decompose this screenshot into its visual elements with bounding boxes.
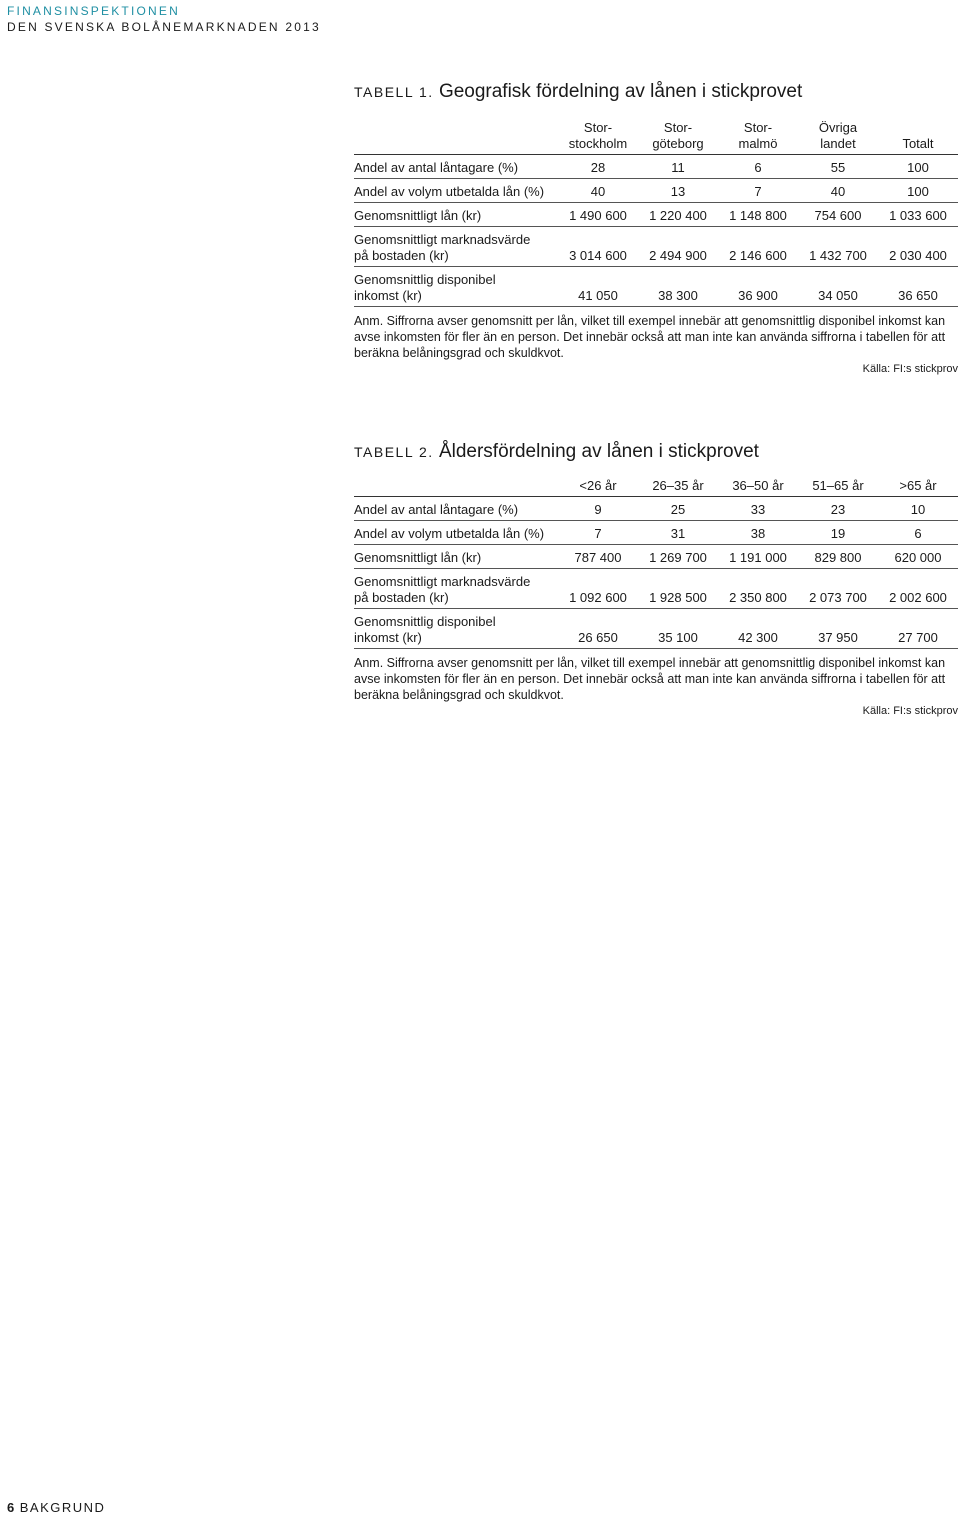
- page-header: [7, 4, 321, 34]
- header-blank: [354, 120, 558, 155]
- table-cell: 13: [638, 179, 718, 203]
- table-cell: 36 900: [718, 267, 798, 307]
- table-cell: 1 033 600: [878, 203, 958, 227]
- table-cell: 100: [878, 179, 958, 203]
- table-row: [354, 545, 958, 569]
- table-row: [354, 521, 958, 545]
- table-1: [354, 80, 958, 375]
- table-2-header-row: [354, 478, 958, 497]
- table-cell: 55: [798, 155, 878, 179]
- column-header: [638, 478, 718, 497]
- column-header-line: göteborg: [652, 136, 704, 151]
- table-cell: 9: [558, 497, 638, 521]
- table-1-heading: Geografisk fördelning av lånen i stickprovet: [438, 81, 803, 102]
- table-1-title: [354, 80, 958, 104]
- header-blank: [354, 478, 558, 497]
- row-label: [354, 267, 558, 307]
- table-2-body: [354, 497, 958, 649]
- table-2: [354, 440, 958, 717]
- table-cell: 2 002 600: [878, 569, 958, 609]
- row-label-line: Genomsnittligt lån (kr): [354, 208, 482, 223]
- column-header-line: 36–50 år: [732, 478, 784, 493]
- section-name: BAKGRUND: [19, 1500, 106, 1515]
- publication-title: DEN SVENSKA BOLÅNEMARKNADEN 2013: [7, 20, 321, 34]
- row-label: [354, 569, 558, 609]
- column-header-line: Stor-: [583, 120, 613, 135]
- table-cell: 19: [798, 521, 878, 545]
- table-cell: 7: [718, 179, 798, 203]
- table-cell: 38 300: [638, 267, 718, 307]
- table-cell: 40: [798, 179, 878, 203]
- table-cell: 10: [878, 497, 958, 521]
- row-label: [354, 545, 558, 569]
- column-header-line: 51–65 år: [812, 478, 864, 493]
- table-cell: 6: [718, 155, 798, 179]
- table-cell: 2 146 600: [718, 227, 798, 267]
- table-cell: 787 400: [558, 545, 638, 569]
- table-cell: 38: [718, 521, 798, 545]
- table-cell: 3 014 600: [558, 227, 638, 267]
- table-2-title: [354, 440, 958, 464]
- row-label: [354, 497, 558, 521]
- row-label-line: Genomsnittlig disponibel: [354, 272, 496, 287]
- page-footer: [7, 1500, 105, 1515]
- table-1-source: Källa: FI:s stickprov: [862, 363, 958, 375]
- table-cell: 25: [638, 497, 718, 521]
- column-header: [798, 120, 878, 155]
- column-header-line: Stor-: [743, 120, 773, 135]
- table-cell: 1 928 500: [638, 569, 718, 609]
- row-label-line: Genomsnittligt marknadsvärde: [354, 232, 531, 247]
- table-cell: 31: [638, 521, 718, 545]
- table-1-grid: [354, 120, 958, 307]
- row-label-line: Andel av volym utbetalda lån (%): [354, 526, 545, 541]
- table-row: [354, 227, 958, 267]
- row-label-line: Genomsnittligt marknadsvärde: [354, 574, 531, 589]
- column-header: [878, 120, 958, 155]
- row-label: [354, 521, 558, 545]
- table-cell: 33: [718, 497, 798, 521]
- table-cell: 2 350 800: [718, 569, 798, 609]
- table-cell: 1 269 700: [638, 545, 718, 569]
- table-row: [354, 267, 958, 307]
- column-header-line: 26–35 år: [652, 478, 704, 493]
- table-2-source: Källa: FI:s stickprov: [862, 705, 958, 717]
- row-label: [354, 179, 558, 203]
- row-label-line: Andel av antal låntagare (%): [354, 160, 519, 175]
- table-cell: 754 600: [798, 203, 878, 227]
- table-cell: 1 092 600: [558, 569, 638, 609]
- table-cell: 42 300: [718, 609, 798, 649]
- table-cell: 11: [638, 155, 718, 179]
- table-cell: 36 650: [878, 267, 958, 307]
- column-header-line: >65 år: [899, 478, 937, 493]
- page-number: 6: [7, 1500, 16, 1515]
- column-header: [718, 120, 798, 155]
- table-cell: 27 700: [878, 609, 958, 649]
- column-header-line: stockholm: [568, 136, 628, 151]
- table-cell: 6: [878, 521, 958, 545]
- table-cell: 1 191 000: [718, 545, 798, 569]
- column-header-line: <26 år: [579, 478, 617, 493]
- column-header-line: malmö: [738, 136, 778, 151]
- column-header-line: Totalt: [902, 136, 934, 151]
- row-label: [354, 609, 558, 649]
- table-1-note: Anm. Siffrorna avser genomsnitt per lån, vilket till exempel innebär att genomsnittlig disponibel inkomst kan avse inkomsten för fler än en person. Det innebär också att man inte kan använda siffrorna i tabellen för att beräkna belåningsgrad och skuldkvot.: [354, 314, 946, 360]
- table-cell: 37 950: [798, 609, 878, 649]
- table-cell: 35 100: [638, 609, 718, 649]
- org-name: FINANSINSPEKTIONEN: [7, 4, 180, 18]
- table-cell: 28: [558, 155, 638, 179]
- table-cell: 40: [558, 179, 638, 203]
- column-header-line: Övriga: [818, 120, 858, 135]
- table-cell: 7: [558, 521, 638, 545]
- table-cell: 1 432 700: [798, 227, 878, 267]
- column-header: [798, 478, 878, 497]
- table-cell: 2 030 400: [878, 227, 958, 267]
- table-1-body: [354, 155, 958, 307]
- table-cell: 2 073 700: [798, 569, 878, 609]
- row-label-line: på bostaden (kr): [354, 590, 449, 605]
- table-2-note: Anm. Siffrorna avser genomsnitt per lån, vilket till exempel innebär att genomsnittlig disponibel inkomst kan avse inkomsten för fler än en person. Det innebär också att man inte kan använda siffrorna i tabellen för att beräkna belåningsgrad och skuldkvot.: [354, 656, 946, 702]
- table-2-grid: [354, 478, 958, 649]
- row-label-line: inkomst (kr): [354, 288, 422, 303]
- row-label-line: på bostaden (kr): [354, 248, 449, 263]
- table-cell: 41 050: [558, 267, 638, 307]
- row-label-line: Genomsnittlig disponibel: [354, 614, 496, 629]
- table-row: [354, 179, 958, 203]
- table-cell: 23: [798, 497, 878, 521]
- table-row: [354, 609, 958, 649]
- row-label-line: Andel av antal låntagare (%): [354, 502, 519, 517]
- table-row: [354, 155, 958, 179]
- table-1-header-row: [354, 120, 958, 155]
- column-header: [558, 120, 638, 155]
- table-cell: 829 800: [798, 545, 878, 569]
- table-cell: 1 148 800: [718, 203, 798, 227]
- row-label-line: inkomst (kr): [354, 630, 422, 645]
- table-cell: 34 050: [798, 267, 878, 307]
- row-label-line: Genomsnittligt lån (kr): [354, 550, 482, 565]
- column-header: [878, 478, 958, 497]
- table-cell: 2 494 900: [638, 227, 718, 267]
- row-label: [354, 203, 558, 227]
- column-header-line: landet: [820, 136, 856, 151]
- row-label: [354, 155, 558, 179]
- table-1-label: TABELL 1.: [354, 84, 434, 100]
- column-header: [558, 478, 638, 497]
- column-header-line: Stor-: [663, 120, 693, 135]
- table-cell: 26 650: [558, 609, 638, 649]
- table-row: [354, 569, 958, 609]
- table-2-heading: Åldersfördelning av lånen i stickprovet: [438, 441, 759, 462]
- table-2-label: TABELL 2.: [354, 444, 434, 460]
- row-label: [354, 227, 558, 267]
- table-row: [354, 497, 958, 521]
- row-label-line: Andel av volym utbetalda lån (%): [354, 184, 545, 199]
- table-row: [354, 203, 958, 227]
- table-cell: 620 000: [878, 545, 958, 569]
- table-cell: 1 490 600: [558, 203, 638, 227]
- table-cell: 100: [878, 155, 958, 179]
- column-header: [718, 478, 798, 497]
- table-cell: 1 220 400: [638, 203, 718, 227]
- column-header: [638, 120, 718, 155]
